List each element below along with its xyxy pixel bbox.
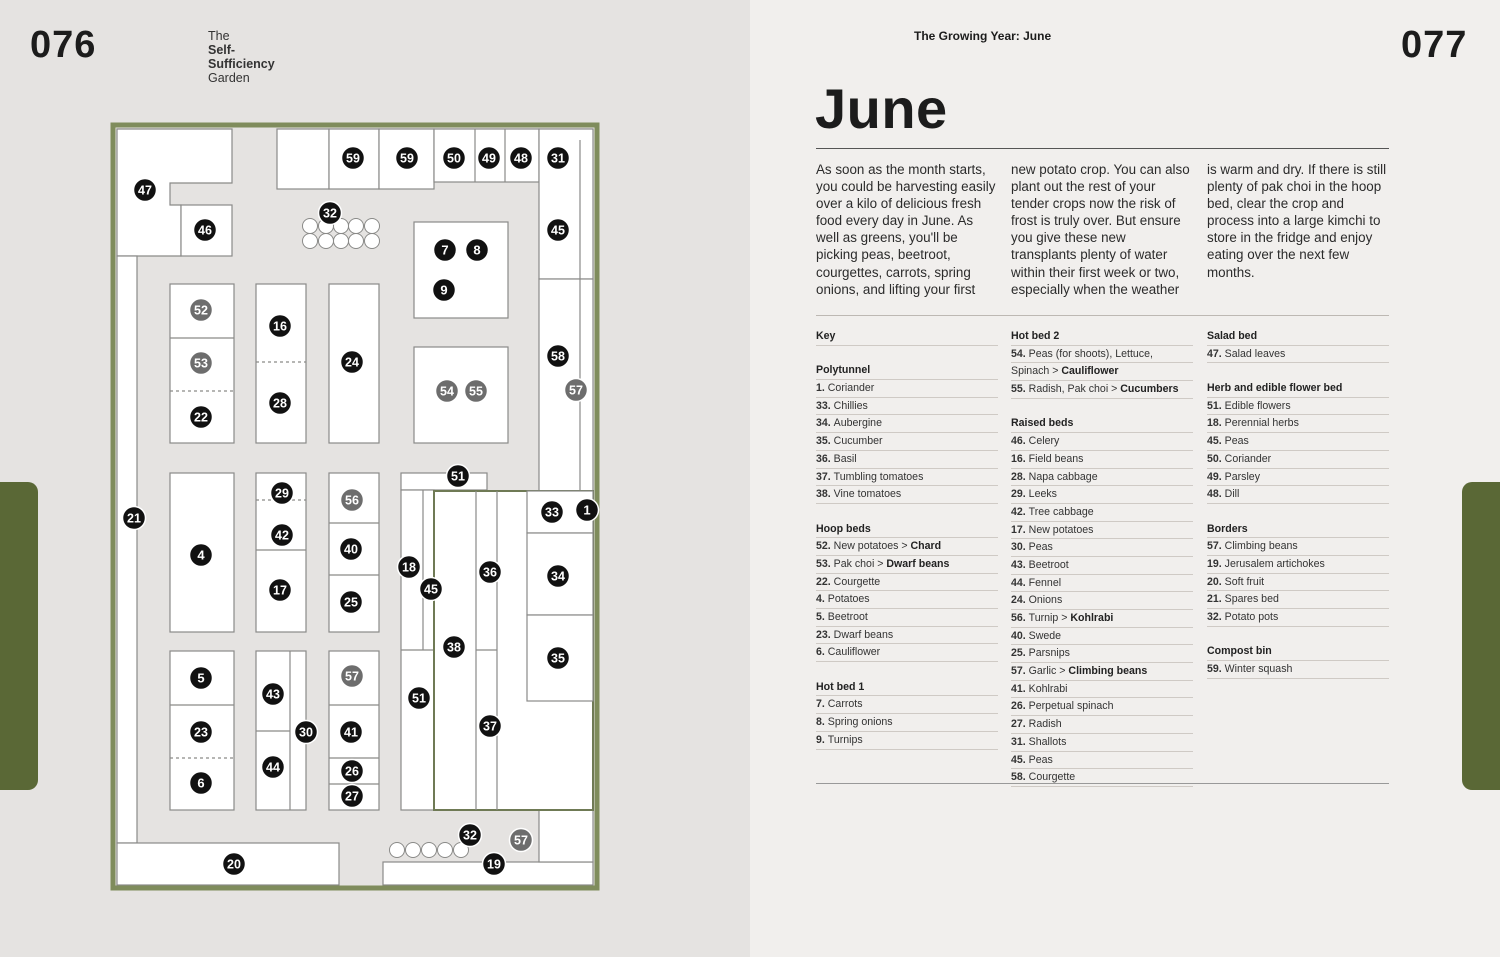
plan-marker-43 — [262, 683, 285, 706]
svg-text:52: 52 — [194, 303, 208, 318]
svg-text:26: 26 — [345, 764, 359, 779]
plan-marker-4 — [190, 544, 213, 567]
svg-text:9: 9 — [440, 282, 448, 298]
svg-text:38: 38 — [447, 640, 461, 655]
key-item: 18. Perennial herbs — [1207, 415, 1389, 433]
key-group-title: Hot bed 1 — [816, 679, 998, 697]
key-group-title: Compost bin — [1207, 643, 1389, 661]
svg-text:5: 5 — [197, 670, 205, 686]
key-group — [1011, 328, 1193, 399]
key-item: 59. Winter squash — [1207, 661, 1389, 679]
key-item: 5. Beetroot — [816, 609, 998, 627]
plan-marker-51 — [447, 465, 470, 488]
hot-bed-1 — [414, 222, 508, 318]
svg-text:49: 49 — [482, 151, 496, 166]
right-page-number: 077 — [1401, 24, 1468, 66]
key-item: 41. Kohlrabi — [1011, 681, 1193, 699]
key-item: 42. Tree cabbage — [1011, 504, 1193, 522]
key-item: 43. Beetroot — [1011, 557, 1193, 575]
svg-text:16: 16 — [273, 319, 287, 334]
plan-marker-57 — [510, 829, 533, 852]
key-item: 57. Garlic > Climbing beans — [1011, 663, 1193, 681]
key-group — [1207, 521, 1389, 627]
key-item: 52. New potatoes > Chard — [816, 538, 998, 556]
key-item: 23. Dwarf beans — [816, 627, 998, 645]
svg-text:43: 43 — [266, 687, 280, 702]
compost-bin — [277, 129, 329, 189]
key-group — [1011, 415, 1193, 786]
key-item: 34. Aubergine — [816, 415, 998, 433]
plan-marker-21 — [123, 507, 146, 530]
svg-text:6: 6 — [197, 775, 205, 791]
key-item: 45. Peas — [1011, 752, 1193, 770]
svg-text:33: 33 — [545, 505, 559, 520]
svg-text:17: 17 — [273, 583, 287, 598]
svg-text:32: 32 — [323, 206, 337, 221]
plan-marker-22 — [190, 406, 213, 429]
svg-text:58: 58 — [551, 349, 565, 364]
key-group — [816, 679, 998, 750]
plan-marker-38 — [443, 636, 466, 659]
plan-marker-30 — [295, 721, 318, 744]
svg-text:18: 18 — [402, 560, 416, 575]
key-item: 9. Turnips — [816, 732, 998, 750]
intro-column-3: is warm and dry. If there is still plenty of pak choi in the hoop bed, clear the crop and process into a large kimchi to store in the fridge and enjoy eating over the next few months. — [1207, 162, 1387, 280]
key-item: 40. Swede — [1011, 628, 1193, 646]
key-item: 4. Potatoes — [816, 591, 998, 609]
key-item: 29. Leeks — [1011, 486, 1193, 504]
herb-bed — [401, 473, 487, 490]
key-group-title: Herb and edible flower bed — [1207, 380, 1389, 398]
plan-marker-29 — [271, 482, 294, 505]
key-item: 24. Onions — [1011, 592, 1193, 610]
key-item: 46. Celery — [1011, 433, 1193, 451]
svg-text:57: 57 — [514, 833, 528, 848]
svg-text:59: 59 — [346, 151, 360, 166]
svg-text:41: 41 — [344, 725, 358, 740]
key-item: 38. Vine tomatoes — [816, 486, 998, 504]
svg-text:45: 45 — [551, 223, 565, 238]
plan-marker-46 — [194, 219, 217, 242]
left-page-number: 076 — [30, 24, 97, 66]
svg-text:56: 56 — [345, 493, 359, 508]
plan-marker-53 — [190, 352, 213, 375]
plan-marker-28 — [269, 392, 292, 415]
plan-marker-5 — [190, 667, 213, 690]
svg-text:31: 31 — [551, 151, 565, 166]
plan-marker-48 — [510, 147, 533, 170]
plan-marker-52 — [190, 299, 213, 322]
plan-marker-33 — [541, 501, 564, 524]
key-item: 57. Climbing beans — [1207, 538, 1389, 556]
plan-marker-42 — [271, 524, 294, 547]
svg-text:23: 23 — [194, 725, 208, 740]
plan-marker-23 — [190, 721, 213, 744]
key-item: 48. Dill — [1207, 486, 1389, 504]
key-item: 28. Napa cabbage — [1011, 469, 1193, 487]
plan-marker-7 — [434, 239, 457, 262]
key-item: 22. Courgette — [816, 574, 998, 592]
key-item: 19. Jerusalem artichokes — [1207, 556, 1389, 574]
plan-marker-24 — [341, 351, 364, 374]
intro-column-1: As soon as the month starts, you could be harvesting easily over a kilo of delicious fresh food every day in June. As well as greens, you'll be picking peas, beetroot, courgettes, carrots, spring onions, and lifting your first — [816, 162, 996, 297]
plan-marker-27 — [341, 785, 364, 808]
key-item: 7. Carrots — [816, 696, 998, 714]
key-item: 54. Peas (for shoots), Lettuce, — [1011, 346, 1193, 364]
key-column-1 — [816, 328, 998, 750]
plan-marker-26 — [341, 760, 364, 783]
plan-marker-8 — [466, 239, 489, 262]
key-item: 25. Parsnips — [1011, 645, 1193, 663]
svg-text:37: 37 — [483, 719, 497, 734]
plan-marker-35 — [547, 647, 570, 670]
page-title: June — [815, 77, 948, 140]
hot-bed-2 — [414, 347, 508, 443]
key-group-title: Raised beds — [1011, 415, 1193, 433]
plan-marker-47 — [134, 179, 157, 202]
svg-text:30: 30 — [299, 725, 313, 740]
plan-marker-37 — [479, 715, 502, 738]
book-title-line: Self- — [208, 43, 236, 57]
svg-text:55: 55 — [469, 384, 483, 399]
key-item: 44. Fennel — [1011, 575, 1193, 593]
svg-text:47: 47 — [138, 183, 152, 198]
plan-marker-57 — [565, 379, 588, 402]
title-divider — [816, 148, 1389, 149]
plan-marker-41 — [340, 721, 363, 744]
key-group — [816, 521, 998, 663]
svg-text:57: 57 — [569, 383, 583, 398]
key-group-title: Salad bed — [1207, 328, 1389, 346]
plan-marker-49 — [478, 147, 501, 170]
key-item: 47. Salad leaves — [1207, 346, 1389, 364]
key-item: 50. Coriander — [1207, 451, 1389, 469]
key-item: 51. Edible flowers — [1207, 398, 1389, 416]
svg-text:20: 20 — [227, 857, 241, 872]
book-title-line: The — [208, 29, 230, 43]
key-item: 27. Radish — [1011, 716, 1193, 734]
svg-text:51: 51 — [412, 691, 426, 706]
plan-marker-16 — [269, 315, 292, 338]
key-item: 33. Chillies — [816, 398, 998, 416]
svg-text:7: 7 — [441, 242, 449, 258]
plan-marker-31 — [547, 147, 570, 170]
plan-marker-32 — [319, 202, 342, 225]
border-left — [117, 256, 137, 843]
plan-marker-40 — [340, 538, 363, 561]
key-item: 36. Basil — [816, 451, 998, 469]
key-group-title: Hot bed 2 — [1011, 328, 1193, 346]
key-label: Key — [816, 328, 998, 346]
key-item: 6. Cauliflower — [816, 644, 998, 662]
key-group — [1207, 643, 1389, 678]
plan-marker-45 — [547, 219, 570, 242]
svg-text:21: 21 — [127, 511, 141, 526]
key-item: 20. Soft fruit — [1207, 574, 1389, 592]
svg-text:36: 36 — [483, 565, 497, 580]
key-item: 1. Coriander — [816, 380, 998, 398]
plan-marker-55 — [465, 380, 488, 403]
plan-marker-58 — [547, 345, 570, 368]
key-item: 32. Potato pots — [1207, 609, 1389, 627]
plan-marker-17 — [269, 579, 292, 602]
svg-text:42: 42 — [275, 528, 289, 543]
key-item: 58. Courgette — [1011, 769, 1193, 787]
svg-text:22: 22 — [194, 410, 208, 425]
key-item: 31. Shallots — [1011, 734, 1193, 752]
plan-marker-20 — [223, 853, 246, 876]
key-item: 55. Radish, Pak choi > Cucumbers — [1011, 381, 1193, 399]
key-item: 53. Pak choi > Dwarf beans — [816, 556, 998, 574]
key-item: 35. Cucumber — [816, 433, 998, 451]
key-item: 30. Peas — [1011, 539, 1193, 557]
plan-marker-6 — [190, 772, 213, 795]
svg-text:45: 45 — [424, 582, 438, 597]
svg-text:50: 50 — [447, 151, 461, 166]
key-group — [1207, 328, 1389, 363]
key-divider — [816, 315, 1389, 316]
key-item: 21. Spares bed — [1207, 591, 1389, 609]
key-group-title: Hoop beds — [816, 521, 998, 539]
right-chapter-tab — [1462, 482, 1500, 790]
plan-marker-32 — [459, 824, 482, 847]
key-column-2 — [1011, 328, 1193, 787]
key-group-title: Polytunnel — [816, 362, 998, 380]
plan-marker-44 — [262, 756, 285, 779]
svg-text:25: 25 — [344, 595, 358, 610]
plan-marker-18 — [398, 556, 421, 579]
plan-marker-57 — [341, 665, 364, 688]
plan-marker-56 — [341, 489, 364, 512]
svg-text:32: 32 — [463, 828, 477, 843]
svg-text:40: 40 — [344, 542, 358, 557]
plan-marker-59 — [342, 147, 365, 170]
svg-text:34: 34 — [551, 569, 565, 584]
key-item: 26. Perpetual spinach — [1011, 698, 1193, 716]
chapter-title: The Growing Year: June — [914, 29, 1052, 43]
svg-text:29: 29 — [275, 486, 289, 501]
svg-text:1: 1 — [583, 502, 591, 518]
svg-text:4: 4 — [197, 547, 205, 563]
svg-text:59: 59 — [400, 151, 414, 166]
svg-text:53: 53 — [194, 356, 208, 371]
key-item: 16. Field beans — [1011, 451, 1193, 469]
plan-marker-36 — [479, 561, 502, 584]
svg-text:57: 57 — [345, 669, 359, 684]
key-item: 8. Spring onions — [816, 714, 998, 732]
svg-text:24: 24 — [345, 355, 359, 370]
key-item: 37. Tumbling tomatoes — [816, 469, 998, 487]
plan-marker-59 — [396, 147, 419, 170]
svg-text:19: 19 — [487, 857, 501, 872]
svg-text:8: 8 — [473, 242, 481, 258]
plan-marker-19 — [483, 853, 506, 876]
plan-marker-34 — [547, 565, 570, 588]
key-group-title: Borders — [1207, 521, 1389, 539]
svg-text:51: 51 — [451, 469, 465, 484]
svg-text:46: 46 — [198, 223, 212, 238]
book-title-line: Garden — [208, 71, 250, 85]
key-item: 17. New potatoes — [1011, 522, 1193, 540]
plan-marker-51 — [408, 687, 431, 710]
key-column-3 — [1207, 328, 1389, 679]
svg-text:27: 27 — [345, 789, 359, 804]
svg-text:48: 48 — [514, 151, 528, 166]
plan-marker-1 — [576, 499, 599, 522]
key-item: 56. Turnip > Kohlrabi — [1011, 610, 1193, 628]
raised-bed — [256, 284, 306, 443]
plan-marker-9 — [433, 279, 456, 302]
key-group — [1207, 380, 1389, 504]
plan-marker-54 — [436, 380, 459, 403]
svg-text:44: 44 — [266, 760, 280, 775]
plan-marker-45 — [420, 578, 443, 601]
book-title-line: Sufficiency — [208, 57, 275, 71]
key-item: 49. Parsley — [1207, 469, 1389, 487]
intro-column-2: new potato crop. You can also plant out the rest of your tender crops now the risk of frost is truly over. But ensure you give these new transplants plenty of water within their first week or two, especially when the weather — [1011, 162, 1190, 297]
svg-text:35: 35 — [551, 651, 565, 666]
key-group — [816, 362, 998, 504]
plan-marker-25 — [340, 591, 363, 614]
key-item: 45. Peas — [1207, 433, 1389, 451]
svg-text:54: 54 — [440, 384, 454, 399]
key-item: Spinach > Cauliflower — [1011, 363, 1193, 381]
plan-marker-50 — [443, 147, 466, 170]
svg-text:28: 28 — [273, 396, 287, 411]
